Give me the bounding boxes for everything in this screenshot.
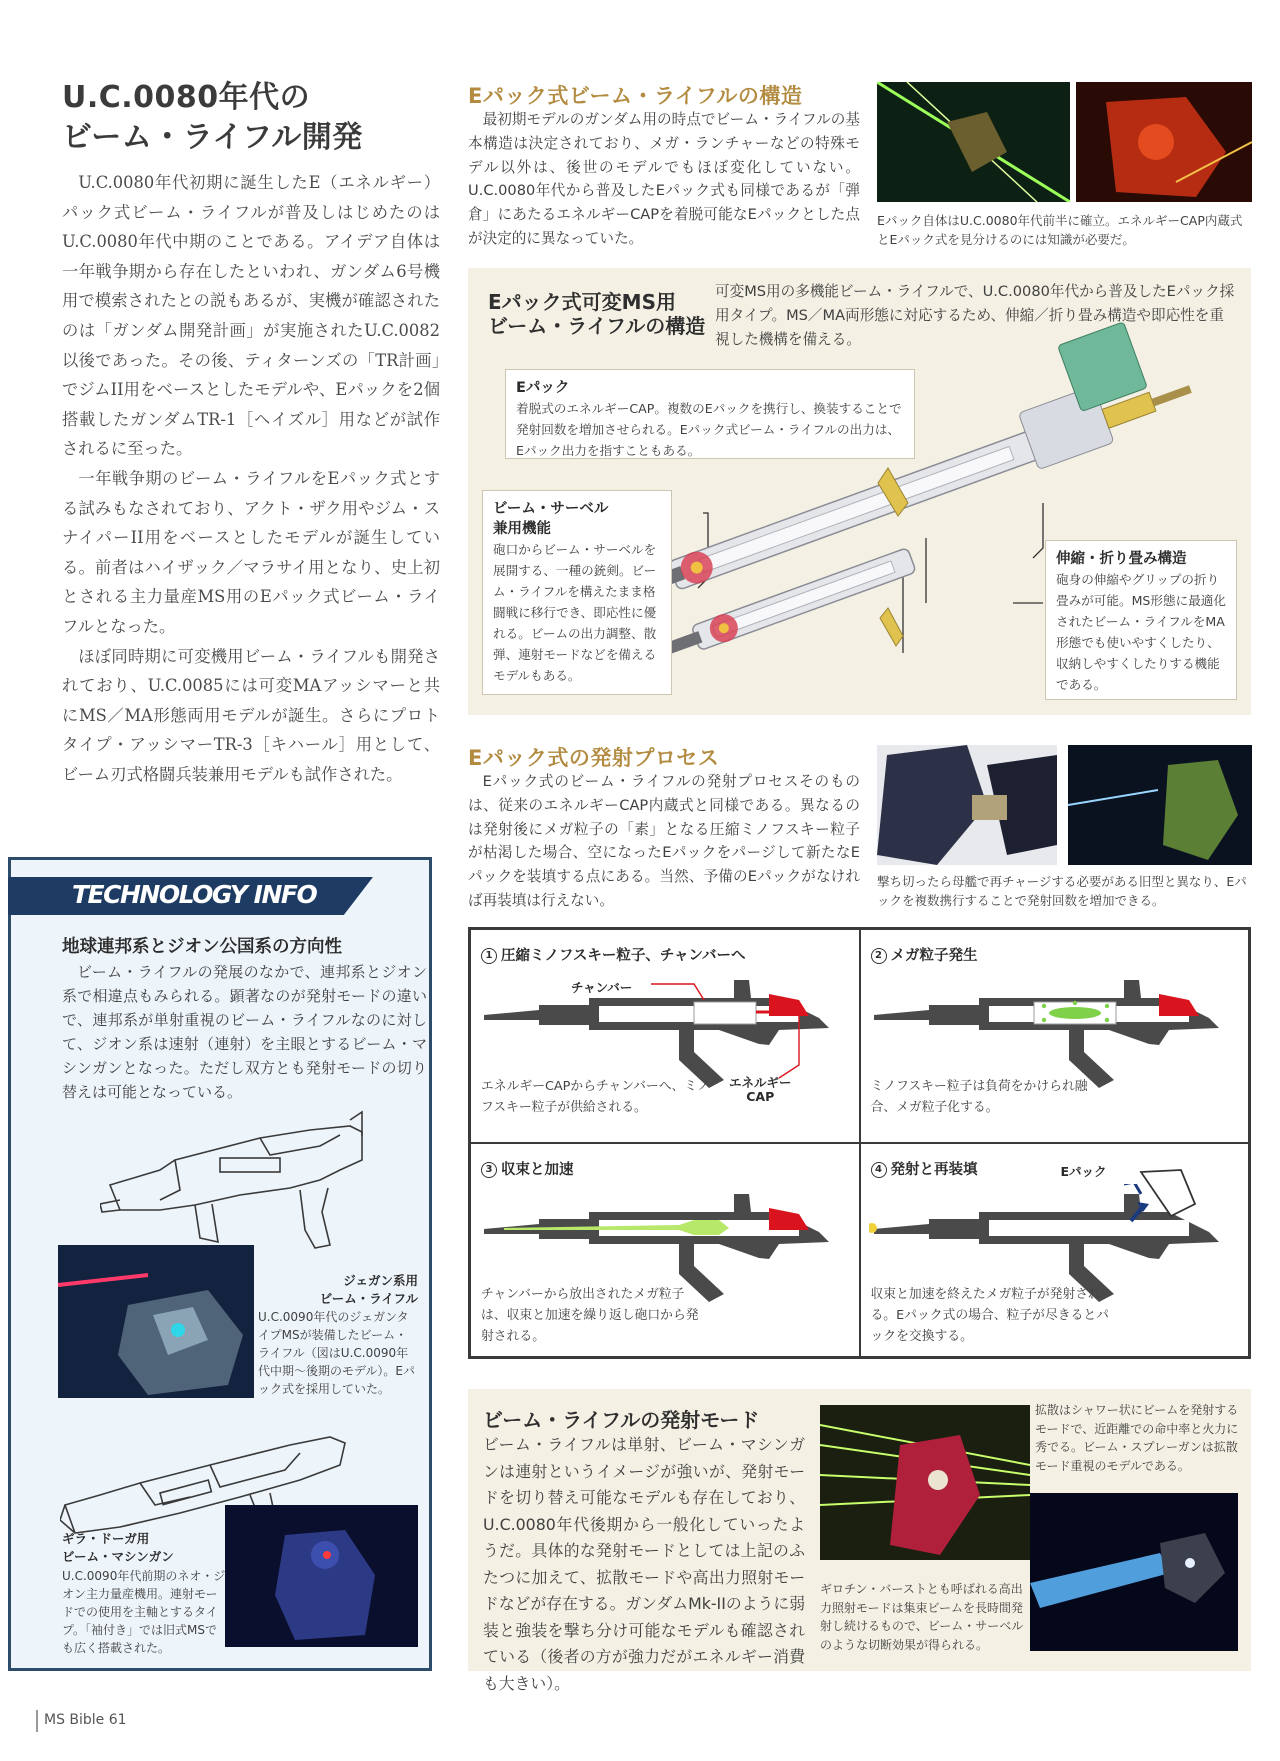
geara-doga-photo [225,1505,418,1647]
fold-callout-title: 伸縮・折り畳み構造 [1056,551,1187,567]
jegan-caption-body: U.C.0090年代のジェガンタイプMSが装備したビーム・ライフル（図はU.C.0090年代中期〜後期のモデル）。Eパック式を採用していた。 [258,1310,415,1396]
chamber-label: チャンバー [571,980,633,995]
process-step-4 [860,1143,1250,1357]
process-photo-right [1068,745,1252,865]
geara-doga-caption-body: U.C.0090年代前期のネオ・ジオン主力量産機用。連射モードでの使用を主軸とするタイプ。「袖付き」では旧式MSでも広く搭載された。 [62,1569,226,1655]
step-3-caption: チャンバーから放出されたメガ粒子は、収束と加速を繰り返し砲口から発射される。 [481,1287,699,1344]
step-4-caption: 収束と加速を終えたメガ粒子が発射される。Eパック式の場合、粒子が尽きるとパックを交換する。 [870,1287,1109,1344]
jegan-rifle-illustration [100,1100,420,1265]
epack-callout-body: 着脱式のエネルギーCAP。複数のEパックを携行し、換装することで発射回数を増加させられる。Eパック式ビーム・ライフルの出力は、Eパック出力を指すこともある。 [516,401,902,458]
intro-paragraph: ほぼ同時期に可変機用ビーム・ライフルも開発されており、U.C.0085には可変MAアッシマーと共にMS／MA形態両用モデルが誕生。さらにプロトタイプ・アッシマーTR-3［キハール］用として、ビーム刃式格闘兵装兼用モデルも試作された。 [62,646,440,784]
firing-process-grid [468,927,1251,1359]
epack-callout [505,369,915,459]
jegan-caption-title: ジェガン系用 ビーム・ライフル [319,1273,418,1306]
burst-mode-caption: ギロチン・バーストとも呼ばれる高出力照射モードは集束ビームを長時間発射し続けるもので、ビーム・サーベルのような切断効果が得られる。 [820,1582,1024,1652]
spread-mode-photo [820,1405,1030,1560]
fold-callout-body: 砲身の伸縮やグリップの折り畳みが可能。MS形態に最適化されたビーム・ライフルをMA形態でも使いやすくしたり、収納しやすくしたりする機能である。 [1056,572,1226,692]
epack-callout-title: Eパック [516,380,570,396]
process-photo-caption: 撃ち切ったら母艦で再チャージする必要がある旧型と異なり、Eパックを複数携行することで発射回数を増加できる。 [877,874,1247,908]
structure-photo-left [877,82,1070,202]
structure-body: 最初期モデルのガンダム用の時点でビーム・ライフルの基本構造は決定されており、メガ・ランチャーなどの特殊モデル以外は、後世のモデルでもほぼ変化していない。U.C.0080年代から普及したEパック式も同様であるが「弾倉」にあたるエネルギーCAPを着脱可能なEパックとした点が決定的に異なっていた。 [468,111,860,247]
fold-callout [1045,540,1237,700]
saber-callout-title: ビーム・サーベル 兼用機能 [493,501,609,537]
firing-mode-heading: ビーム・ライフルの発射モード [483,1408,760,1432]
step-3-label [481,1158,574,1179]
process-step-3 [470,1143,860,1357]
process-heading: Eパック式の発射プロセス [468,746,720,770]
tech-body: ビーム・ライフルの発展のなかで、連邦系とジオン系で相違点もみられる。顕著なのが発射モードの違いで、連邦系が単射重視のビーム・ライフルなのに対して、ジオン系は速射（連射）を主眼とするビーム・マシンガンとなった。ただし双方とも発射モードの切り替えは可能となっている。 [62,963,427,1101]
tech-heading: 地球連邦系とジオン公国系の方向性 [62,937,342,957]
saber-callout-body: 砲口からビーム・サーベルを展開する、一種の銃剣。ビーム・ライフルを構えたまま格闘戦に移行でき、即応性に優れる。ビームの出力調整、散弾、連射モードなどを備えるモデルもある。 [493,542,657,683]
process-step-1 [470,929,860,1143]
spread-mode-caption: 拡散はシャワー状にビームを発射するモードで、近距離での命中率と火力に秀でる。ビーム・スプレーガンは拡散モード重視のモデルである。 [1035,1403,1239,1473]
diagram-title: Eパック式可変MS用 ビーム・ライフルの構造 [488,290,706,338]
structure-photo-right [1076,82,1252,202]
process-body: Eパック式のビーム・ライフルの発射プロセスそのものは、従来のエネルギーCAP内蔵式と同様である。異なるのは発射後にメガ粒子の「素」となる圧縮ミノフスキー粒子が枯渇した場合、空になったEパックをパージして新たなEパックを装填する点にある。当然、予備のEパックがなければ再装填は行えない。 [468,773,860,909]
ejected-epack-icon [1121,1166,1201,1226]
page-title: U.C.0080年代の ビーム・ライフル開発 [62,80,363,155]
structure-photo-caption: Eパック自体はU.C.0080年代前半に確立。エネルギーCAP内蔵式とEパック式を見分けるのには知識が必要だ。 [877,213,1243,247]
structure-heading: Eパック式ビーム・ライフルの構造 [468,84,803,108]
step-1-caption: エネルギーCAPからチャンバーへ、ミノフスキー粒子が供給される。 [481,1079,710,1115]
step-number: 4 [871,1162,887,1178]
step-2-caption: ミノフスキー粒子は負荷をかけられ融合、メガ粒子化する。 [870,1079,1088,1115]
step-title: 圧縮ミノフスキー粒子、チャンバーへ [501,948,746,964]
process-step-2 [860,929,1250,1143]
saber-callout [482,490,672,695]
intro-paragraph: 一年戦争期のビーム・ライフルをEパック式とする試みもなされており、アクト・ザク用やジム・スナイパーII用をベースとしたモデルが誕生している。前者はハイザック／マラサイ用となり、史上初とされる主力量産MS用のEパック式ビーム・ライフルとなった。 [62,468,440,636]
step-title: 発射と再装填 [890,1162,978,1178]
footer-divider [36,1710,38,1732]
step-number: 2 [871,948,887,964]
epack-label: Eパック [1060,1164,1107,1179]
geara-doga-caption-title: ギラ・ドーガ用 ビーム・マシンガン [62,1531,174,1564]
energy-cap-label: エネルギー CAP [729,1075,792,1104]
rifle-schematic-1 [479,970,849,1090]
step-4-label [871,1158,978,1179]
step-number: 3 [481,1162,497,1178]
diagram-description: 可変MS用の多機能ビーム・ライフルで、U.C.0080年代から普及したEパック採用タイプ。MS／MA両形態に対応するため、伸縮／折り畳み構造や即応性を重視した機構を備える。 [715,283,1235,348]
rifle-schematic-2 [869,970,1239,1090]
step-1-label [481,944,745,965]
firing-mode-body: ビーム・ライフルは単射、ビーム・マシンガンは連射というイメージが強いが、発射モードを切り替え可能なモデルも存在しており、U.C.0080年代後期から一般化していったようだ。具体的な発射モードとしては上記のふたつに加えて、拡散モードや高出力照射モードなどが存在する。ガンダムMk-IIのように弱装と強装を撃ち分け可能なモデルも確認されている（後者の方が強力だがエネルギー消費も大きい）。 [483,1435,805,1693]
technology-info-label: TECHNOLOGY INFO [72,880,317,909]
step-title: メガ粒子発生 [890,948,978,964]
intro-paragraph: U.C.0080年代初期に誕生したE（エネルギー）パック式ビーム・ライフルが普及しはじめたのはU.C.0080年代中期のことである。アイデア自体は一年戦争期から存在したといわれ、ガンダム6号機用で模索されたとの説もあるが、実機が確認されたのは「ガンダム開発計画」が実施されたU.C.0082以後であった。その後、ティターンズの「TR計画」でジムII用をベースとしたモデルや、Eパックを2個搭載したガンダムTR-1［ヘイズル］用などが試作されるに至った。 [62,173,440,459]
intro-text [62,168,440,789]
page-footer: MS Bible 61 [44,1712,127,1728]
step-number: 1 [481,948,497,964]
process-photo-left [877,745,1057,865]
burst-mode-photo [1030,1493,1238,1651]
step-title: 収束と加速 [501,1162,574,1178]
step-2-label [871,944,978,965]
jegan-photo [58,1245,254,1398]
